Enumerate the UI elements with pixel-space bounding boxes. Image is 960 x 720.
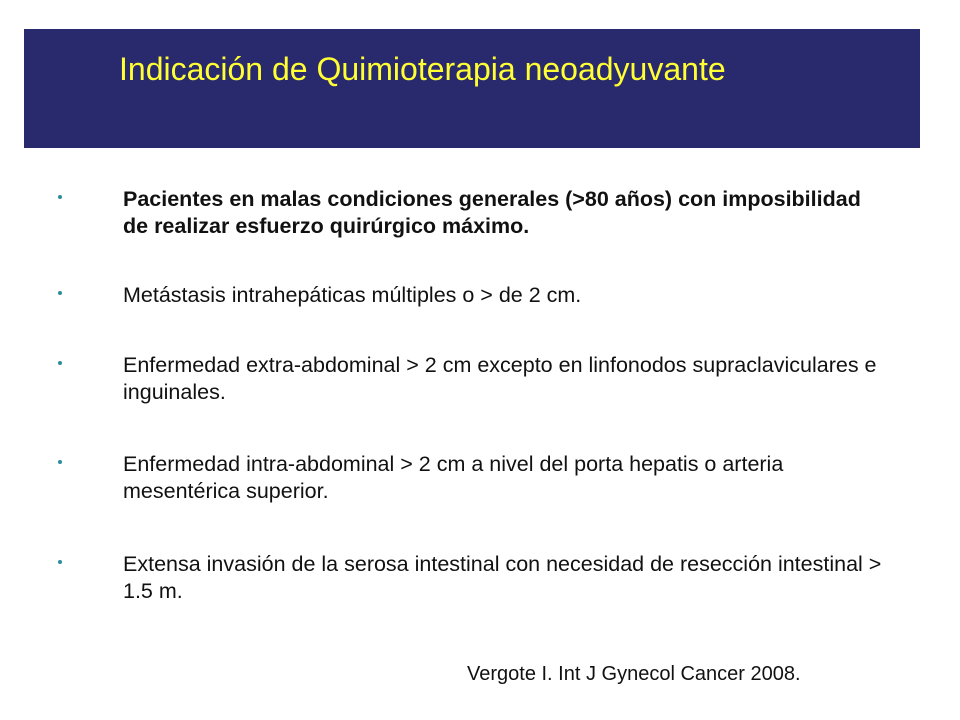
- slide-title: Indicación de Quimioterapia neoadyuvante: [119, 51, 726, 87]
- bullet-text: Pacientes en malas condiciones generales (>80 años) con imposibilidad de realizar esfuerzo quirúrgico máximo.: [123, 187, 861, 238]
- bullet-marker-icon: [58, 291, 62, 295]
- bullet-marker-icon: [58, 560, 62, 564]
- bullet-text: Enfermedad intra-abdominal > 2 cm a nivel del porta hepatis o arteria mesentérica superior.: [123, 452, 784, 503]
- bullet-text: Metástasis intrahepáticas múltiples o > de 2 cm.: [123, 283, 582, 307]
- bullet-text: Extensa invasión de la serosa intestinal con necesidad de resección intestinal > 1.5 m.: [123, 552, 882, 603]
- bullet-marker-icon: [58, 195, 62, 199]
- citation: Vergote I. Int J Gynecol Cancer 2008.: [467, 663, 801, 685]
- bullet-text: Enfermedad extra-abdominal > 2 cm excepto en linfonodos supraclaviculares e inguinales.: [123, 353, 877, 404]
- bullet-marker-icon: [58, 361, 62, 365]
- bullet-marker-icon: [58, 460, 62, 464]
